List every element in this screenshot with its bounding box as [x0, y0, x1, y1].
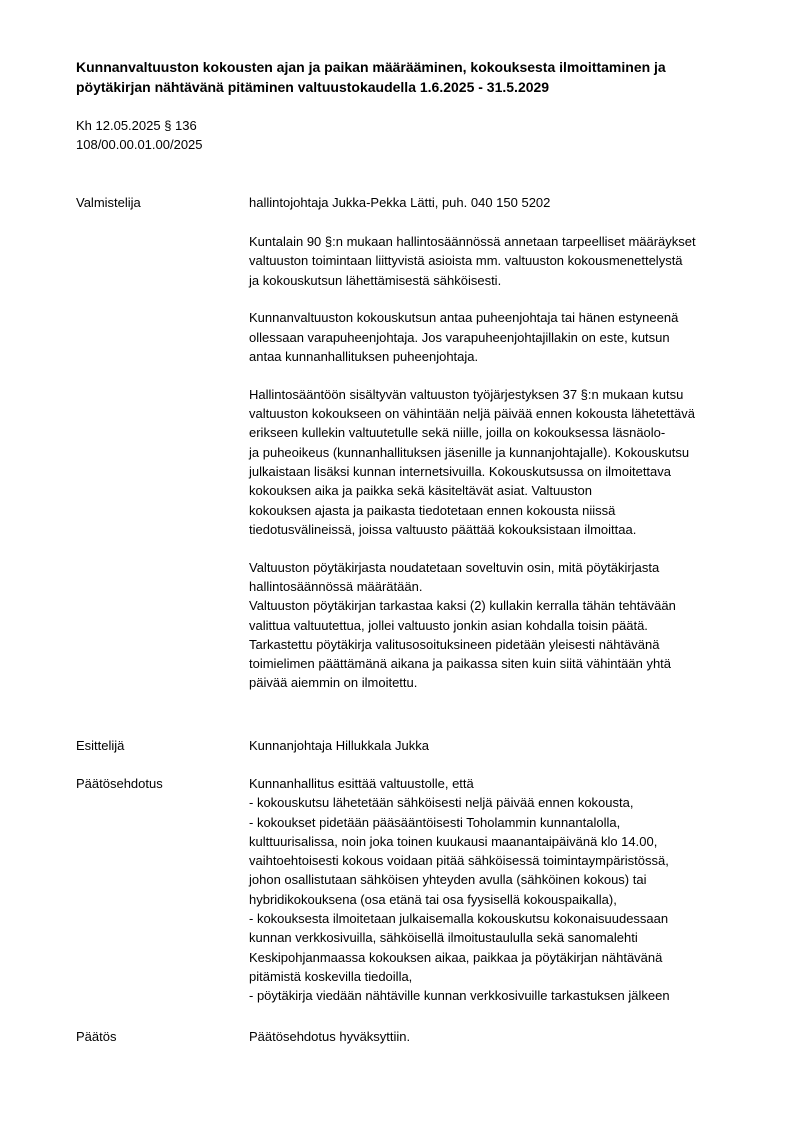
text-line: kunnan verkkosivuilla, sähköisellä ilmoitustaululla sekä sanomalehti	[249, 930, 638, 946]
meeting-reference: Kh 12.05.2025 § 136	[76, 118, 197, 133]
text-line: Valtuuston pöytäkirjan tarkastaa kaksi (2) kullakin kerralla tähän tehtävään	[249, 598, 676, 614]
text-line: kokouksen ajasta ja paikasta tiedotetaan ennen kokousta niissä	[249, 502, 616, 518]
text-line: Keskipohjanmaassa kokouksen aikaa, paikkaa ja pöytäkirjan nähtävänä	[249, 949, 663, 965]
valmistelija-name: hallintojohtaja Jukka-Pekka Lätti, puh. 040 150 5202	[249, 195, 551, 210]
paatosehdotus-label: Päätösehdotus	[76, 776, 163, 791]
document-title	[76, 57, 736, 97]
title-line: pöytäkirjan nähtävänä pitäminen valtuustokaudella 1.6.2025 - 31.5.2029	[76, 79, 550, 95]
paatos-value	[249, 1027, 769, 1046]
text-line: erikseen kullekin valtuutetulle sekä niille, joilla on kokouksessa läsnäolo-	[249, 425, 666, 441]
text-line: kokouksen aika ja paikka sekä käsiteltävät asiat. Valtuuston	[249, 483, 593, 499]
text-line: hybridikokouksena (osa etänä tai osa fyysisellä kokouspaikalla),	[249, 891, 617, 907]
valmistelija-value	[249, 193, 769, 212]
text-line: valtuuston toimintaan liittyvistä asioista mm. valtuuston kokousmenettelystä	[249, 253, 683, 269]
text-line: - kokouksesta ilmoitetaan julkaisemalla kokouskutsu kokonaisuudessaan	[249, 911, 669, 927]
text-line: - kokouskutsu lähetetään sähköisesti neljä päivää ennen kokousta,	[249, 795, 634, 811]
text-line: toimielimen päättämänä aikana ja paikassa siten kuin siitä vähintään yhtä	[249, 656, 672, 672]
text-line: pitämistä koskevilla tiedoilla,	[249, 968, 413, 984]
text-line: valittua valtuutettua, jollei valtuusto jonkin asian kohdalla toisin päätä.	[249, 617, 648, 633]
text-line: ollessaan varapuheenjohtaja. Jos varapuheenjohtajillakin on este, kutsun	[249, 329, 670, 345]
text-line: vaihtoehtoisesti kokous voidaan pitää sähköisessä toimintaympäristössä,	[249, 853, 669, 869]
case-number: 108/00.00.01.00/2025	[76, 137, 203, 152]
text-line: ja puheoikeus (kunnanhallituksen jäsenille ja kunnanjohtajalle). Kokouskutsu	[249, 444, 690, 460]
text-line: kulttuurisalissa, noin joka toinen kuukausi maanantaipäivänä klo 14.00,	[249, 833, 658, 849]
text-line: Hallintosääntöön sisältyvän valtuuston työjärjestyksen 37 §:n mukaan kutsu	[249, 386, 684, 402]
esittelija-value	[249, 736, 769, 755]
paragraph	[249, 308, 769, 366]
document-meta	[76, 116, 203, 154]
paatosehdotus-text	[249, 774, 769, 1006]
text-line: hallintosäännössä määrätään.	[249, 578, 423, 594]
decision-text: Päätösehdotus hyväksyttiin.	[249, 1029, 411, 1044]
paragraph	[249, 232, 769, 290]
text-line: Kuntalain 90 §:n mukaan hallintosäännössä annetaan tarpeelliset määräykset	[249, 234, 696, 249]
text-line: tiedotusvälineissä, joissa valtuusto päättää kokouksistaan ilmoittaa.	[249, 521, 637, 537]
text-line: julkaistaan lisäksi kunnan internetsivuilla. Kokouskutsussa on ilmoitettava	[249, 463, 671, 479]
text-line: Tarkastettu pöytäkirja valitusosoituksineen pidetään yleisesti nähtävänä	[249, 636, 660, 652]
text-line: - pöytäkirja viedään nähtäville kunnan verkkosivuille tarkastuksen jälkeen	[249, 988, 670, 1004]
paatos-label: Päätös	[76, 1029, 117, 1044]
text-line: antaa kunnanhallituksen puheenjohtaja.	[249, 348, 479, 364]
text-line: Kunnanvaltuuston kokouskutsun antaa puheenjohtaja tai hänen estyneenä	[249, 310, 679, 326]
text-line: valtuuston kokoukseen on vähintään neljä päivää ennen kokousta lähetettävä	[249, 406, 695, 422]
valmistelija-label: Valmistelija	[76, 195, 141, 210]
esittelija-label: Esittelijä	[76, 738, 125, 753]
text-line: johon osallistutaan sähköisen yhteyden avulla (sähköinen kokous) tai	[249, 872, 647, 888]
text-line: päivää aiemmin on ilmoitettu.	[249, 675, 418, 691]
paragraph	[249, 558, 769, 693]
background-text	[249, 232, 769, 711]
esittelija-name: Kunnanjohtaja Hillukkala Jukka	[249, 738, 429, 753]
text-line: - kokoukset pidetään pääsääntöisesti Toholammin kunnantalolla,	[249, 814, 621, 830]
text-line: Kunnanhallitus esittää valtuustolle, että	[249, 776, 474, 791]
text-line: ja kokouskutsun lähettämisestä sähköisesti.	[249, 272, 502, 288]
text-line: Valtuuston pöytäkirjasta noudatetaan soveltuvin osin, mitä pöytäkirjasta	[249, 559, 660, 575]
paragraph	[249, 385, 769, 539]
title-line: Kunnanvaltuuston kokousten ajan ja paikan määrääminen, kokouksesta ilmoittaminen ja	[76, 59, 666, 75]
